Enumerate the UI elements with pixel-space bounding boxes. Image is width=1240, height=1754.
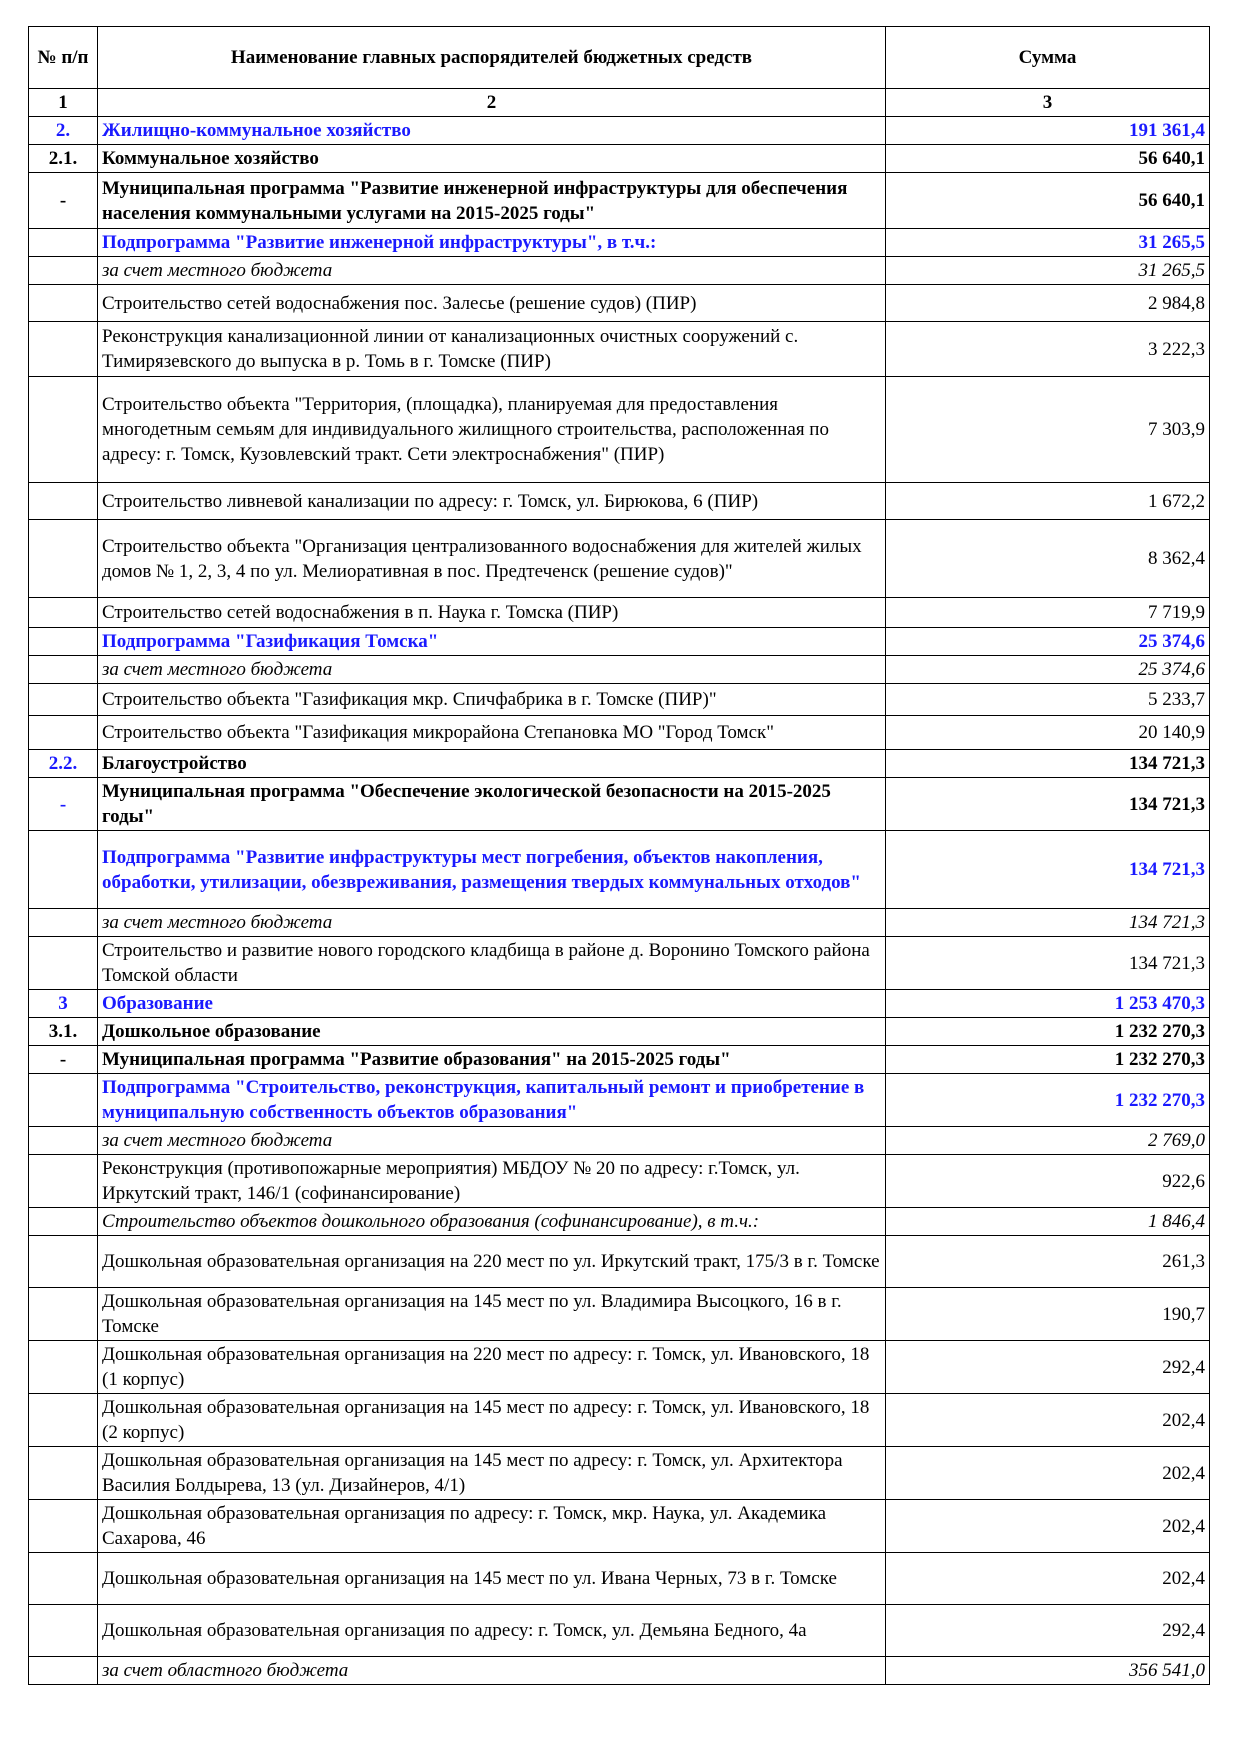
table-row [29, 257, 1210, 285]
row-amount: 2 984,8 [886, 285, 1210, 322]
table-body [29, 117, 1210, 1685]
row-number [29, 322, 98, 377]
row-number [29, 909, 98, 937]
header-sum: Сумма [886, 27, 1210, 89]
row-amount: 1 672,2 [886, 483, 1210, 520]
row-name: за счет местного бюджета [98, 909, 886, 937]
row-name: Дошкольное образование [98, 1018, 886, 1046]
table-row [29, 1208, 1210, 1236]
row-number: 3 [29, 990, 98, 1018]
row-number [29, 628, 98, 656]
table-row [29, 656, 1210, 684]
row-number [29, 229, 98, 257]
row-number [29, 1127, 98, 1155]
table-row [29, 1447, 1210, 1500]
row-number [29, 1341, 98, 1394]
header-num: № п/п [29, 27, 98, 89]
row-name: Строительство объекта "Территория, (площадка), планируемая для предоставления многодетным семьям для индивидуального жилищного строительства, расположенная по адресу: г. Томск, Кузовлевский тракт. Сети электроснабжения" (ПИР) [98, 377, 886, 483]
table-row [29, 778, 1210, 831]
row-number [29, 257, 98, 285]
row-number [29, 1155, 98, 1208]
row-name: Подпрограмма "Развитие инженерной инфраструктуры", в т.ч.: [98, 229, 886, 257]
row-amount: 191 361,4 [886, 117, 1210, 145]
row-amount: 31 265,5 [886, 257, 1210, 285]
row-amount: 261,3 [886, 1236, 1210, 1288]
row-amount: 134 721,3 [886, 831, 1210, 909]
row-name: Муниципальная программа "Развитие инженерной инфраструктуры для обеспечения населения коммунальными услугами на 2015-2025 годы" [98, 173, 886, 229]
table-row [29, 1394, 1210, 1447]
row-amount: 134 721,3 [886, 937, 1210, 990]
row-number: - [29, 778, 98, 831]
table-row [29, 285, 1210, 322]
row-amount: 202,4 [886, 1447, 1210, 1500]
row-name: Дошкольная образовательная организация по адресу: г. Томск, ул. Демьяна Бедного, 4а [98, 1605, 886, 1657]
row-name: Коммунальное хозяйство [98, 145, 886, 173]
header-row [29, 27, 1210, 89]
row-number [29, 520, 98, 598]
row-number [29, 831, 98, 909]
table-row [29, 483, 1210, 520]
table-row [29, 1127, 1210, 1155]
row-name: Образование [98, 990, 886, 1018]
row-name: Дошкольная образовательная организация по адресу: г. Томск, мкр. Наука, ул. Академика Сахарова, 46 [98, 1500, 886, 1553]
table-row [29, 1155, 1210, 1208]
row-amount: 5 233,7 [886, 684, 1210, 716]
row-number: - [29, 173, 98, 229]
row-amount: 1 232 270,3 [886, 1074, 1210, 1127]
row-amount: 56 640,1 [886, 145, 1210, 173]
table-row [29, 145, 1210, 173]
row-number [29, 1288, 98, 1341]
row-amount: 134 721,3 [886, 750, 1210, 778]
row-amount: 25 374,6 [886, 628, 1210, 656]
row-amount: 292,4 [886, 1341, 1210, 1394]
row-name: за счет местного бюджета [98, 257, 886, 285]
row-name: Дошкольная образовательная организация на 145 мест по адресу: г. Томск, ул. Архитектора Василия Болдырева, 13 (ул. Дизайнеров, 4/1) [98, 1447, 886, 1500]
row-amount: 190,7 [886, 1288, 1210, 1341]
table-row [29, 831, 1210, 909]
table-row [29, 229, 1210, 257]
row-name: Реконструкция канализационной линии от канализационных очистных сооружений с. Тимирязевского до выпуска в р. Томь в г. Томске (ПИР) [98, 322, 886, 377]
row-name: Подпрограмма "Строительство, реконструкция, капитальный ремонт и приобретение в муниципальную собственность объектов образования" [98, 1074, 886, 1127]
table-row [29, 937, 1210, 990]
row-amount: 7 303,9 [886, 377, 1210, 483]
row-amount: 134 721,3 [886, 778, 1210, 831]
row-number [29, 1605, 98, 1657]
row-amount: 25 374,6 [886, 656, 1210, 684]
row-name: за счет местного бюджета [98, 1127, 886, 1155]
row-amount: 292,4 [886, 1605, 1210, 1657]
row-name: Дошкольная образовательная организация на 220 мест по адресу: г. Томск, ул. Ивановского, 18 (1 корпус) [98, 1341, 886, 1394]
table-row [29, 1236, 1210, 1288]
row-number [29, 716, 98, 750]
row-number: 2.2. [29, 750, 98, 778]
row-number [29, 1394, 98, 1447]
row-amount: 134 721,3 [886, 909, 1210, 937]
row-amount: 1 232 270,3 [886, 1046, 1210, 1074]
row-amount: 202,4 [886, 1394, 1210, 1447]
column-index: 3 [886, 89, 1210, 117]
row-number [29, 285, 98, 322]
row-name: Муниципальная программа "Развитие образования" на 2015-2025 годы" [98, 1046, 886, 1074]
table-row [29, 1657, 1210, 1685]
row-name: Благоустройство [98, 750, 886, 778]
row-amount: 356 541,0 [886, 1657, 1210, 1685]
row-name: Строительство объекта "Газификация мкр. Спичфабрика в г. Томске (ПИР)" [98, 684, 886, 716]
table-row [29, 1074, 1210, 1127]
row-number [29, 483, 98, 520]
table-row [29, 598, 1210, 628]
row-name: Дошкольная образовательная организация на 145 мест по ул. Владимира Высоцкого, 16 в г. Томске [98, 1288, 886, 1341]
row-amount: 202,4 [886, 1553, 1210, 1605]
row-name: за счет местного бюджета [98, 656, 886, 684]
row-amount: 202,4 [886, 1500, 1210, 1553]
column-index: 1 [29, 89, 98, 117]
row-number [29, 684, 98, 716]
column-index: 2 [98, 89, 886, 117]
row-number [29, 1657, 98, 1685]
row-name: Строительство и развитие нового городского кладбища в районе д. Воронино Томского района Томской области [98, 937, 886, 990]
row-amount: 3 222,3 [886, 322, 1210, 377]
row-name: Подпрограмма "Газификация Томска" [98, 628, 886, 656]
table-row [29, 117, 1210, 145]
row-amount: 56 640,1 [886, 173, 1210, 229]
table-row [29, 173, 1210, 229]
budget-table [28, 26, 1210, 1685]
table-row [29, 684, 1210, 716]
row-amount: 1 846,4 [886, 1208, 1210, 1236]
row-number [29, 1074, 98, 1127]
row-number [29, 1447, 98, 1500]
row-number [29, 1500, 98, 1553]
row-name: Строительство объекта "Газификация микрорайона Степановка МО "Город Томск" [98, 716, 886, 750]
table-row [29, 990, 1210, 1018]
table-row [29, 716, 1210, 750]
row-number [29, 656, 98, 684]
row-name: Дошкольная образовательная организация на 145 мест по ул. Ивана Черных, 73 в г. Томске [98, 1553, 886, 1605]
table-row [29, 1341, 1210, 1394]
row-name: Строительство ливневой канализации по адресу: г. Томск, ул. Бирюкова, 6 (ПИР) [98, 483, 886, 520]
row-name: Жилищно-коммунальное хозяйство [98, 117, 886, 145]
table-row [29, 1605, 1210, 1657]
table-row [29, 1018, 1210, 1046]
row-number: 2.1. [29, 145, 98, 173]
row-amount: 20 140,9 [886, 716, 1210, 750]
column-index-row [29, 89, 1210, 117]
row-name: Реконструкция (противопожарные мероприятия) МБДОУ № 20 по адресу: г.Томск, ул. Иркутский тракт, 146/1 (софинансирование) [98, 1155, 886, 1208]
row-name: Дошкольная образовательная организация на 220 мест по ул. Иркутский тракт, 175/3 в г. Томске [98, 1236, 886, 1288]
row-amount: 1 253 470,3 [886, 990, 1210, 1018]
table-row [29, 1500, 1210, 1553]
row-amount: 922,6 [886, 1155, 1210, 1208]
row-name: Строительство сетей водоснабжения пос. Залесье (решение судов) (ПИР) [98, 285, 886, 322]
table-row [29, 909, 1210, 937]
row-number: 3.1. [29, 1018, 98, 1046]
row-number: - [29, 1046, 98, 1074]
table-row [29, 1288, 1210, 1341]
row-amount: 7 719,9 [886, 598, 1210, 628]
row-amount: 1 232 270,3 [886, 1018, 1210, 1046]
row-number [29, 937, 98, 990]
table-row [29, 1553, 1210, 1605]
row-name: Муниципальная программа "Обеспечение экологической безопасности на 2015-2025 годы" [98, 778, 886, 831]
row-number: 2. [29, 117, 98, 145]
row-amount: 2 769,0 [886, 1127, 1210, 1155]
row-number [29, 1236, 98, 1288]
row-name: Дошкольная образовательная организация на 145 мест по адресу: г. Томск, ул. Ивановского, 18 (2 корпус) [98, 1394, 886, 1447]
row-number [29, 1553, 98, 1605]
row-amount: 31 265,5 [886, 229, 1210, 257]
row-name: Строительство сетей водоснабжения в п. Наука г. Томска (ПИР) [98, 598, 886, 628]
row-number [29, 1208, 98, 1236]
row-number [29, 377, 98, 483]
row-name: за счет областного бюджета [98, 1657, 886, 1685]
row-amount: 8 362,4 [886, 520, 1210, 598]
table-row [29, 628, 1210, 656]
row-name: Строительство объектов дошкольного образования (софинансирование), в т.ч.: [98, 1208, 886, 1236]
header-name: Наименование главных распорядителей бюджетных средств [98, 27, 886, 89]
table-row [29, 377, 1210, 483]
row-number [29, 598, 98, 628]
row-name: Подпрограмма "Развитие инфраструктуры мест погребения, объектов накопления, обработки, утилизации, обезвреживания, размещения твердых коммунальных отходов" [98, 831, 886, 909]
table-row [29, 322, 1210, 377]
row-name: Строительство объекта "Организация централизованного водоснабжения для жителей жилых домов № 1, 2, 3, 4 по ул. Мелиоративная в пос. Предтеченск (решение судов)" [98, 520, 886, 598]
table-row [29, 520, 1210, 598]
table-row [29, 1046, 1210, 1074]
table-row [29, 750, 1210, 778]
